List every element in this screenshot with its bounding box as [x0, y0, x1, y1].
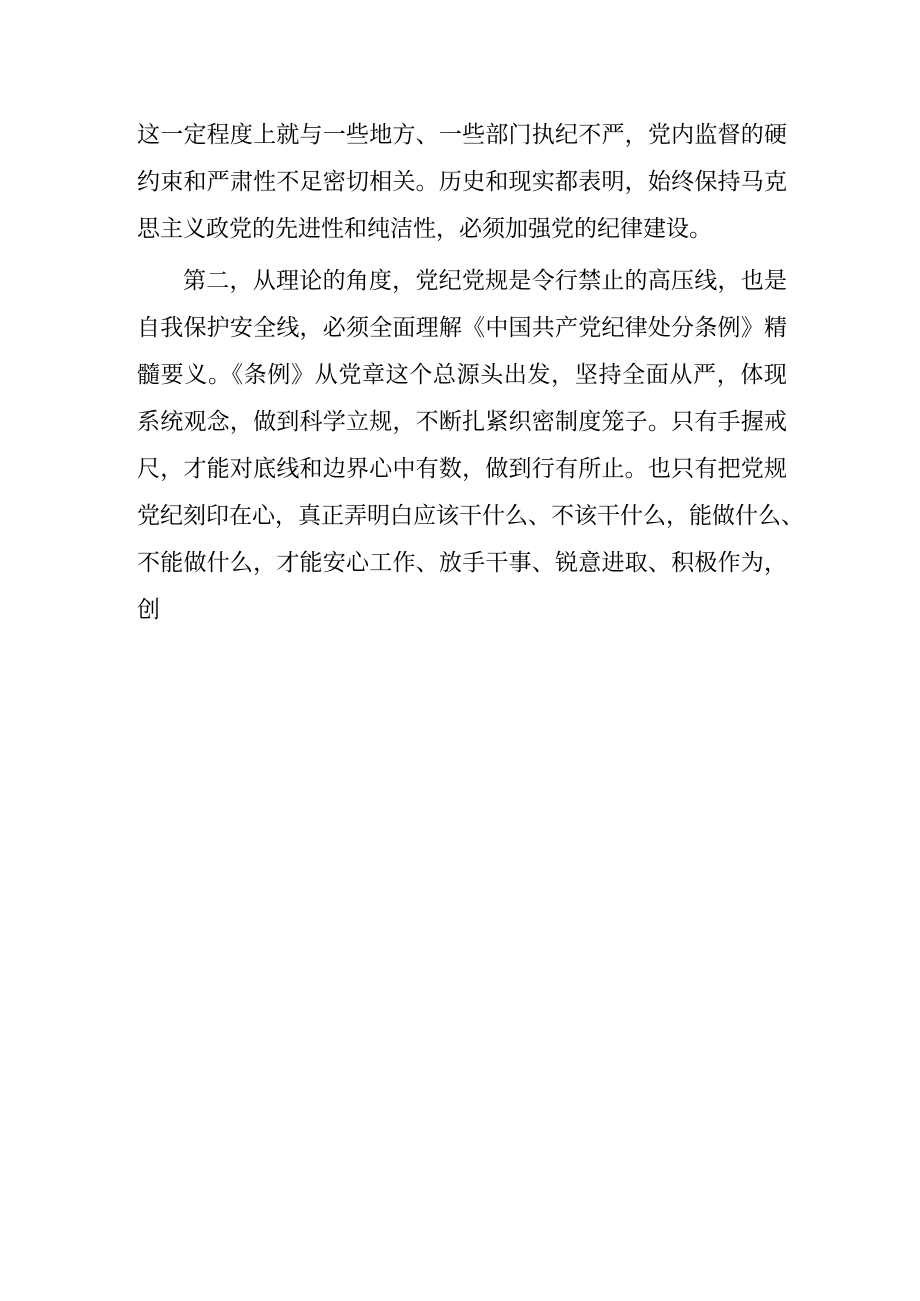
paragraph-line: 尺，才能对底线和边界心中有数，做到行有所止。也只有把党规 — [137, 456, 787, 482]
paragraph-line: 这一定程度上就与一些地方、一些部门执纪不严，党内监督的硬 — [137, 122, 787, 148]
paragraph-2 — [137, 258, 804, 634]
paragraph-line: 思主义政党的先进性和纯洁性，必须加强党的纪律建设。 — [137, 216, 712, 242]
paragraph-line: 不能做什么，才能安心工作、放手干事、锐意进取、积极作为， — [137, 550, 787, 576]
paragraph-line: 系统观念，做到科学立规，不断扎紧织密制度笼子。只有手握戒 — [137, 409, 787, 435]
paragraph-1 — [137, 112, 787, 253]
paragraph-line: 党纪刻印在心，真正弄明白应该干什么、不该干什么，能做什么、 — [137, 503, 804, 529]
paragraph-line: 自我保护安全线，必须全面理解《中国共产党纪律处分条例》精 — [137, 315, 787, 341]
paragraph-line: 创 — [137, 597, 160, 623]
paragraph-line: 第二，从理论的角度，党纪党规是令行禁止的高压线，也是 — [183, 268, 787, 294]
paragraph-line: 约束和严肃性不足密切相关。历史和现实都表明，始终保持马克 — [137, 169, 787, 195]
paragraph-line: 髓要义。《条例》从党章这个总源头出发，坚持全面从严，体现 — [137, 362, 787, 388]
